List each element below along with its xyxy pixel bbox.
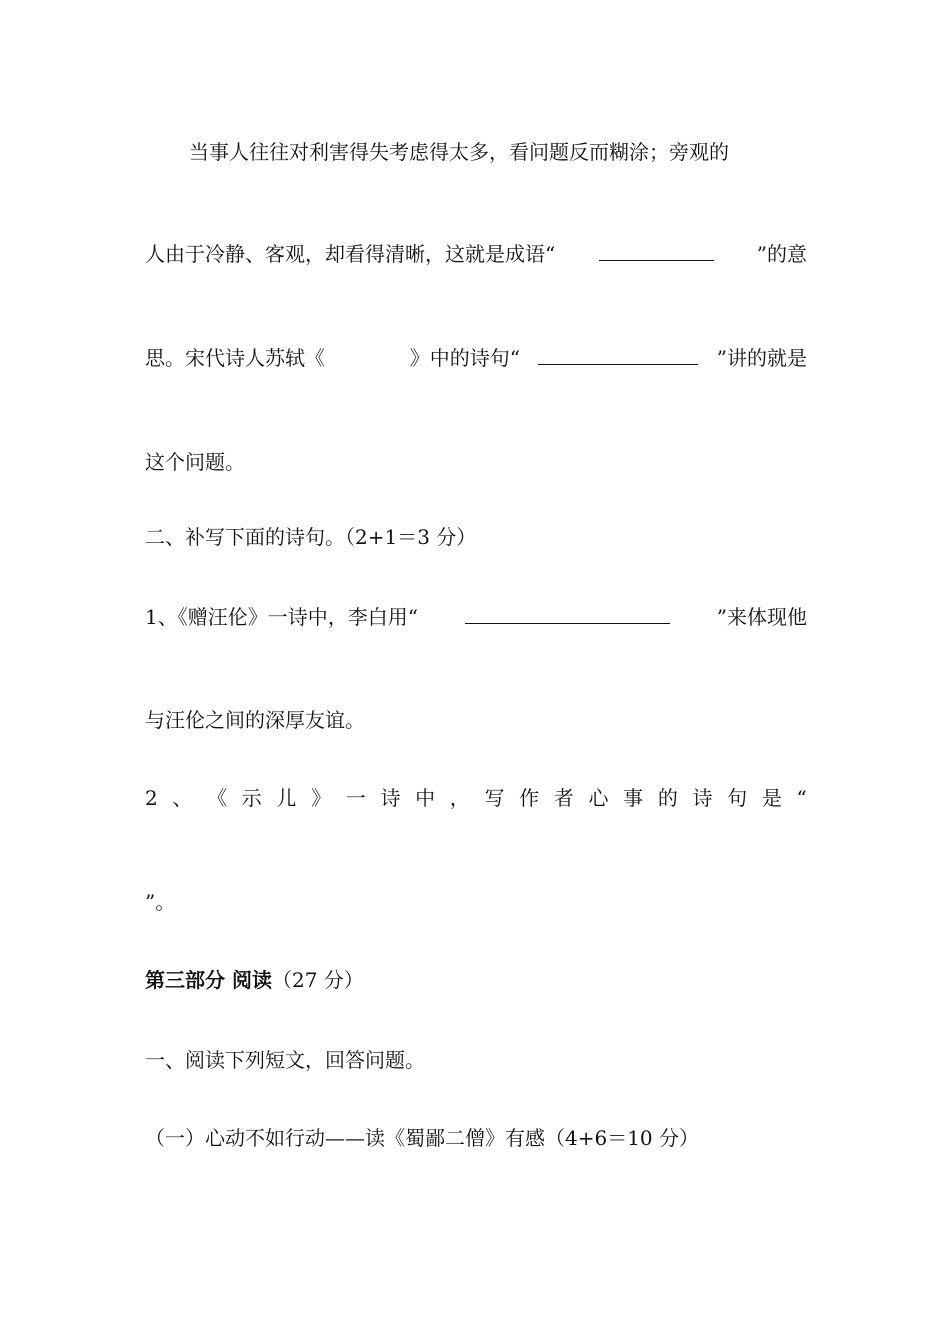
question1-text-c: 与汪伦之间的深厚友谊。	[145, 708, 365, 732]
para1-line4	[145, 450, 807, 474]
q2-char: 儿	[276, 786, 297, 810]
part3-title-rest: （27 分）	[271, 968, 364, 992]
q2-char: 是	[761, 786, 782, 810]
question2-end: ”。	[145, 890, 176, 914]
poem-title-blank[interactable]	[343, 346, 391, 370]
q2-char: 中	[415, 786, 436, 810]
para1-line3-text-b: 》中的诗句“	[409, 346, 520, 370]
question1-text-b: ”来体现他	[716, 605, 807, 629]
para1-line2	[145, 242, 807, 266]
question1-line	[145, 605, 807, 629]
q2-char: 句	[727, 786, 748, 810]
para1-line2-text-b: ”的意	[756, 242, 807, 266]
para1-line3-text-a: 思。宋代诗人苏轼《	[145, 346, 325, 370]
poem-line-blank[interactable]	[538, 346, 698, 365]
para1-line4-text: 这个问题。	[145, 450, 245, 474]
q2-char: 的	[657, 786, 678, 810]
section2-heading-text: 二、补写下面的诗句。（2+1＝3 分）	[145, 525, 477, 549]
idiom-blank[interactable]	[599, 242, 714, 261]
para1-line3	[145, 346, 807, 370]
q2-char: 诗	[380, 786, 401, 810]
q2-char: 一	[345, 786, 366, 810]
question1-blank[interactable]	[465, 605, 670, 624]
question1-line2	[145, 708, 807, 732]
q2-char: “	[796, 786, 807, 810]
part3-sub2-text: （一）心动不如行动——读《蜀鄙二僧》有感（4+6＝10 分）	[145, 1126, 700, 1150]
part3-title	[145, 968, 807, 992]
q2-char: 》	[311, 786, 332, 810]
q2-char: 者	[553, 786, 574, 810]
question1-text-a: 1、《赠汪伦》一诗中，李白用“	[145, 605, 418, 629]
part3-sub1	[145, 1048, 807, 1072]
q2-char: 、	[172, 786, 193, 810]
q2-char: 作	[519, 786, 540, 810]
section2-heading	[145, 525, 807, 549]
part3-sub1-text: 一、阅读下列短文，回答问题。	[145, 1048, 425, 1072]
q2-char: 《	[207, 786, 228, 810]
para1-line1-text: 当事人往往对利害得失考虑得太多，看问题反而糊涂；旁观的	[189, 140, 729, 164]
para1-line1	[145, 140, 807, 164]
para1-line2-text-a: 人由于冷静、客观，却看得清晰，这就是成语“	[145, 242, 556, 266]
part3-sub2	[145, 1126, 807, 1150]
q2-char: 写	[484, 786, 505, 810]
question2-line2	[145, 890, 807, 914]
question2-line	[145, 786, 807, 810]
q2-char: 诗	[692, 786, 713, 810]
q2-char: 事	[623, 786, 644, 810]
para1-line3-text-c: ”讲的就是	[716, 346, 807, 370]
q2-char: 2	[145, 786, 158, 810]
part3-title-bold: 第三部分 阅读	[145, 968, 272, 992]
q2-char: 示	[241, 786, 262, 810]
q2-char: ，	[449, 786, 470, 810]
q2-char: 心	[588, 786, 609, 810]
